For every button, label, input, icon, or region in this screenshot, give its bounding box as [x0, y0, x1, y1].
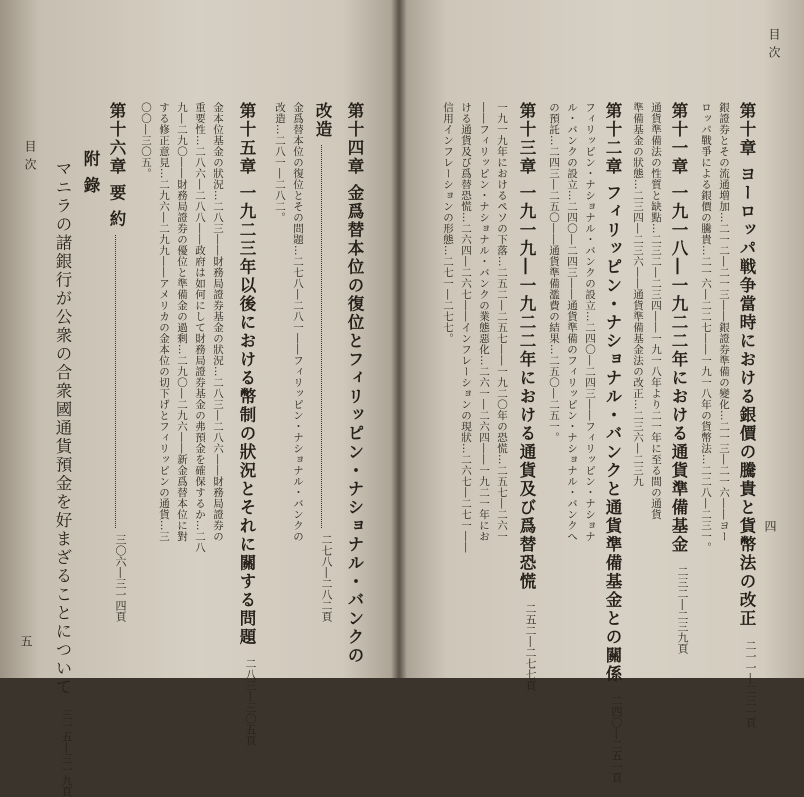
right-page: [398, 0, 804, 784]
toc-title: 附 錄: [81, 150, 100, 195]
toc-title: マニラの諸銀行が公衆の合衆國通貨預金を好まざることについて: [53, 160, 72, 697]
toc-sub: する修正意見…二九六―二九九――アメリカの金本位の切下げとフィリッピンの通貨…三: [158, 102, 170, 542]
toc-title: 第十三章 一九一九―一九二二年における通貨及び爲替恐慌: [517, 102, 536, 591]
toc-sub: ロッパ戰爭による銀價の騰貴…二一六―二二七――一九一八年の貨幣法…二二八―二三一。: [700, 102, 712, 553]
toc-entry-ch10: [734, 102, 758, 728]
toc-sub: の預託…二四三―二五〇――通貨準備濫費の結果…二五〇―二五一。: [548, 102, 560, 443]
toc-subs-ch12: [544, 102, 598, 622]
toc-entry-ch13: [514, 102, 538, 691]
toc-entry-ch15: [234, 102, 258, 747]
toc-entry-ch16: [104, 102, 128, 622]
toc-sub: ル・バンクの設立…二四〇―二四三――通貨準備のフィリッピン・ナショナル・バンクへ: [566, 102, 578, 542]
toc-page: 二四〇―二五一頁: [610, 695, 623, 784]
toc-entry-appendix-item: [48, 160, 74, 797]
toc-title: 第十六章 要 約: [107, 102, 126, 229]
toc-title: 第十二章 フィリッピン・ナショナル・バンクと通貨準備基金との關係: [603, 102, 622, 684]
left-page: [0, 0, 398, 797]
toc-entry-ch12: [600, 102, 624, 784]
toc-page: 三一五―三一九頁: [60, 708, 73, 797]
toc-title: 第十五章 一九二三年以後における幣制の狀況とそれに關する問題: [237, 102, 256, 647]
toc-title: 第十章 ヨーロッパ戦争當時における銀價の騰貴と貨幣法の改正: [737, 102, 756, 628]
toc-subs-ch11: [628, 102, 664, 622]
toc-sub: フィリッピン・ナショナル・バンクの設立…二四〇―二四三――フィリッピン・ナショナ: [584, 102, 596, 542]
toc-title-cont: 改造: [313, 102, 332, 139]
toc-entry-ch11: [666, 102, 690, 654]
toc-entry-appendix: [78, 150, 102, 670]
toc-sub: 金爲替本位の復位とその問題…二七八―二八一――フィリッピン・ナショナル・バンクの: [292, 102, 304, 542]
toc-sub: 通貨準備法の性質と缺點…二三二―二三四――一九一八年より二一年に至る間の通貨: [650, 102, 662, 520]
toc-title: 第十四章 金爲替本位の復位とフィリッピン・ナショナル・バンクの: [345, 102, 364, 665]
running-head-left: 目 次: [23, 140, 37, 171]
toc-sub: 信用インフレーションの形態…二七一―二七七。: [442, 102, 454, 344]
toc-title: 第十一章 一九一八―一九二二年における通貨準備基金: [669, 102, 688, 554]
toc-page: 三〇六―三一四頁: [114, 534, 127, 622]
toc-subs-ch10: [696, 102, 732, 622]
toc-entry-ch14: [332, 102, 366, 665]
toc-sub: 銀證券とその流通増加…二一二―二一三――銀證券準備の變化…二一三―二一六――ヨー: [718, 102, 730, 542]
toc-subs-ch14: [270, 102, 306, 622]
toc-sub: 九―二九〇――財務局證券の優位と準備金の過剩…二九〇―二九六――新金爲替本位に對: [176, 102, 188, 542]
toc-page: 二七八―二八二頁: [320, 534, 333, 622]
toc-entry-ch14-cont: [310, 102, 334, 622]
toc-subs-ch15: [134, 102, 226, 622]
toc-sub: 準備基金の狀態…二三四―二三六――通貨準備基金法の改正…二三六―二三九: [632, 102, 644, 487]
toc-subs-ch13: [438, 102, 510, 622]
toc-sub: ――フィリッピン・ナショナル・バンクの業態惡化…二六一―二六四――一九二一年にお: [478, 102, 490, 542]
toc-sub: 金本位基金の狀況…二八三――財務局證券基金の狀況…二八三―二八六――財務局證券の: [212, 102, 224, 542]
toc-page: 二一一―二三一頁: [744, 639, 757, 728]
toc-sub: 改造…二八一―二八二。: [274, 102, 286, 223]
toc-sub: 〇〇―三〇五。: [140, 102, 152, 179]
page-number-right: 四: [763, 520, 777, 533]
running-head-right: 目 次: [767, 28, 781, 59]
book-gutter: [391, 0, 407, 678]
page-number-left: 五: [19, 635, 33, 648]
toc-page: 二八三―三〇五頁: [244, 658, 257, 747]
toc-sub: 一九一九年におけるペソの下落…二五二―二五七――一九二〇年の恐慌…二五七―二六一: [496, 102, 508, 542]
toc-page: 二三二―二三九頁: [676, 565, 689, 654]
toc-sub: ける通貨及び爲替恐慌…二六四―二六七――インフレーションの現狀…二六七―二七一――: [460, 102, 472, 553]
toc-page: 二五二―二七七頁: [524, 602, 537, 691]
toc-sub: 重要性…二八六―二八八――政府は如何にして財務局證券基金の弗預金を確保するか…二八: [194, 102, 206, 553]
